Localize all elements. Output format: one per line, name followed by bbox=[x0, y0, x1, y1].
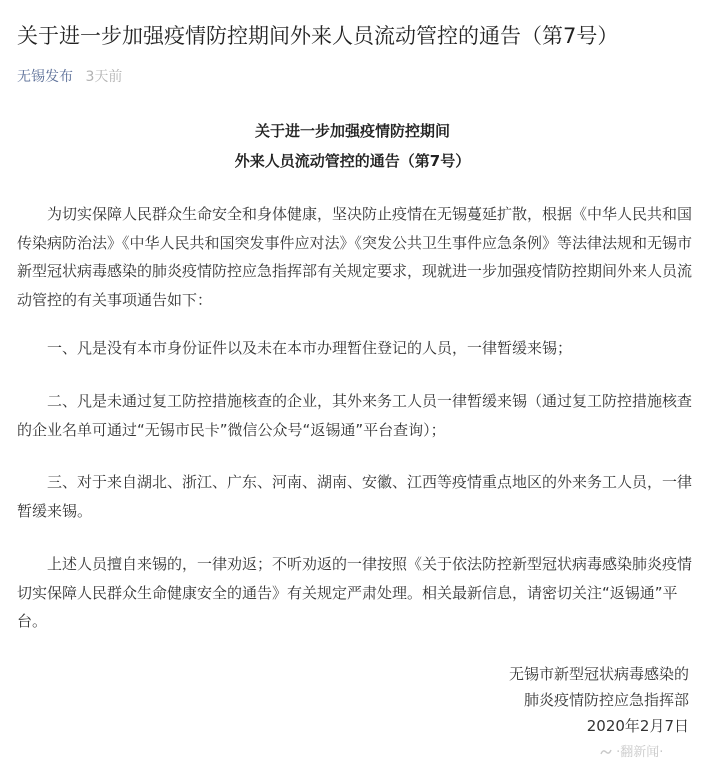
watermark bbox=[600, 741, 663, 760]
account-name-link[interactable]: 无锡发布 bbox=[17, 69, 73, 85]
paragraph-item-2: 二、凡是未通过复工防控措施核查的企业，其外来务工人员一律暂缓来锡（通过复工防控措施核查的企业名单可通过“无锡市民卡”微信公众号“返锡通”平台查询）； bbox=[17, 392, 693, 439]
paragraph-closing: 上述人员擅自来锡的，一律劝返；不听劝返的一律按照《关于依法防控新型冠状病毒感染肺炎疫情切实保障人民群众生命健康安全的通告》有关规定严肃处理。相关最新信息，请密切关注“返锡通”平台。 bbox=[17, 555, 693, 631]
article-title: 关于进一步加强疫情防控期间外来人员流动管控的通告（第7号） bbox=[17, 24, 619, 48]
signature-date: 2020年2月7日 bbox=[586, 717, 689, 735]
signature-line1: 无锡市新型冠状病毒感染的 bbox=[508, 665, 689, 683]
watermark-text: ·翻新闻· bbox=[616, 745, 664, 760]
paragraph-intro: 为切实保障人民群众生命安全和身体健康，坚决防止疫情在无锡蔓延扩散，根据《中华人民共和国传染病防治法》《中华人民共和国突发事件应对法》《突发公共卫生事件应急条例》等法律法规和无锡市新型冠状病毒感染的肺炎疫情防控应急指挥部有关规定要求，现就进一步加强疫情防控期间外来人员流动管控的有关事项通告如下： bbox=[17, 205, 693, 309]
notice-heading-line2: 外来人员流动管控的通告（第7号） bbox=[234, 152, 471, 170]
article-meta bbox=[17, 67, 122, 87]
wave-icon bbox=[600, 748, 612, 756]
notice-heading-line1: 关于进一步加强疫情防控期间 bbox=[254, 122, 450, 140]
signature-line2: 肺炎疫情防控应急指挥部 bbox=[523, 691, 689, 709]
paragraph-item-3: 三、对于来自湖北、浙江、广东、河南、湖南、安徽、江西等疫情重点地区的外来务工人员，一律暂缓来锡。 bbox=[17, 473, 693, 520]
paragraph-item-1: 一、凡是没有本市身份证件以及未在本市办理暂住登记的人员，一律暂缓来锡； bbox=[47, 339, 573, 357]
publish-time: 3天前 bbox=[85, 69, 123, 85]
